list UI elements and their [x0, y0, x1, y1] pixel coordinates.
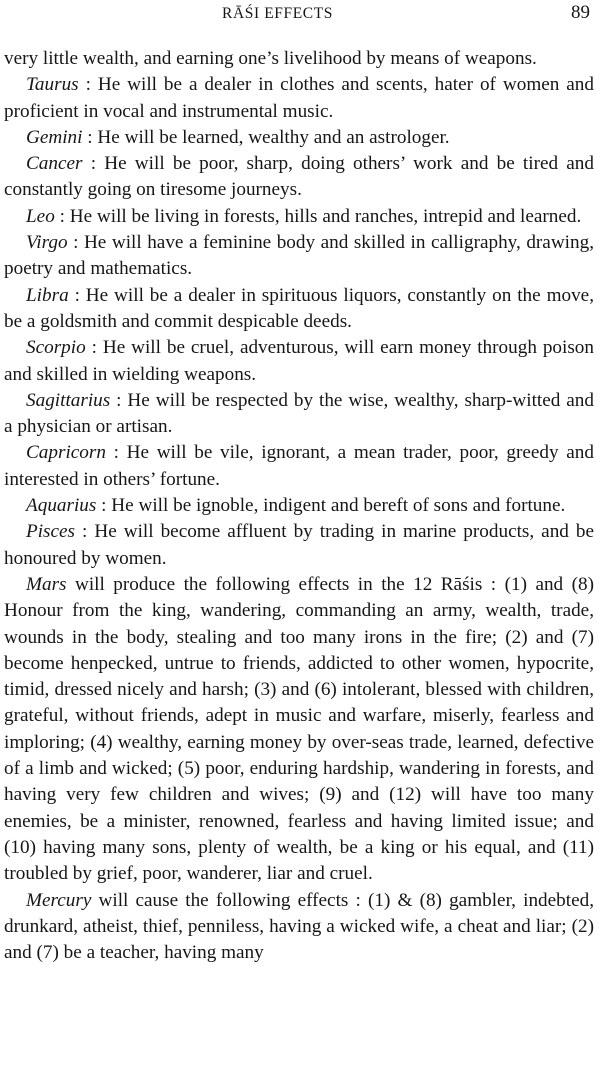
paragraph-libra: Libra : He will be a dealer in spirituous liquors, constantly on the move, be a goldsmith and commit despicable deeds. [4, 284, 594, 332]
rasi-label: Leo [26, 205, 55, 227]
paragraph-leo: Leo : He will be living in forests, hills and ranches, intrepid and learned. [26, 205, 582, 227]
paragraph-virgo: Virgo : He will have a feminine body and skilled in calligraphy, drawing, poetry and mathematics. [4, 232, 594, 280]
rasi-label: Virgo [26, 232, 68, 254]
paragraph-pisces: Pisces : He will become affluent by trading in marine products, and be honoured by women. [4, 521, 594, 569]
planet-label: Mercury [26, 889, 92, 911]
planet-label: Mars [26, 573, 67, 595]
rasi-label: Pisces [26, 521, 76, 543]
running-title: RĀŚI EFFECTS [222, 5, 333, 22]
paragraph-aquarius: Aquarius : He will be ignoble, indigent and bereft of sons and fortune. [26, 495, 566, 517]
rasi-label: Cancer [26, 153, 83, 175]
rasi-label: Aquarius [26, 495, 97, 517]
paragraph-mercury: Mercury will cause the following effects : (1) & (8) gambler, indebted, drunkard, atheist, thief, penniless, having a wicked wife, a cheat and liar; (2) and (7) be a teacher, having many [4, 889, 594, 964]
rasi-label: Sagittarius [26, 389, 111, 411]
paragraph-cancer: Cancer : He will be poor, sharp, doing others’ work and be tired and constantly going on tiresome journeys. [4, 153, 594, 201]
paragraph-scorpio: Scorpio : He will be cruel, adventurous, will earn money through poison and skilled in wielding weapons. [4, 337, 594, 385]
paragraph-sagittarius: Sagittarius : He will be respected by the wise, wealthy, sharp-witted and a physician or artisan. [4, 389, 594, 438]
paragraph-capricorn: Capricorn : He will be vile, ignorant, a mean trader, poor, greedy and interested in others’ fortune. [4, 442, 594, 490]
page-number: 89 [571, 2, 590, 23]
running-head [4, 2, 596, 26]
rasi-label: Capricorn [26, 442, 106, 464]
body-text [4, 46, 594, 966]
paragraph-continuation: very little wealth, and earning one’s livelihood by means of weapons. [4, 48, 537, 69]
rasi-label: Scorpio [26, 337, 86, 359]
rasi-label: Taurus [26, 74, 79, 96]
rasi-label: Gemini [26, 126, 83, 148]
paragraph-mars: Mars will produce the following effects in the 12 Rāśis : (1) and (8) Honour from the king, wandering, commanding an army, wealth, trade, wounds in the body, stealing and too many irons in the fire; (2) and (7) become henpecked, untrue to friends, addicted to other women, hypocrite, timid, dressed nicely and harsh; (3) and (6) intolerant, blessed with children, grateful, without friends, adept in music and warfare, miserly, fearless and imploring; (4) wealthy, earning money by over-seas trade, learned, defective of a limb and wicked; (5) poor, enduring hardship, wandering in forests, and having very few children and wives; (9) and (12) will have too many enemies, be a minister, renowned, fearless and having limited issue; and (10) having many sons, plenty of wealth, be a king or his equal, and (11) troubled by grief, poor, wanderer, liar and cruel. [4, 573, 594, 885]
paragraph-taurus: Taurus : He will be a dealer in clothes and scents, hater of women and proficient in vocal and instrumental music. [4, 74, 594, 122]
paragraph-gemini: Gemini : He will be learned, wealthy and an astrologer. [26, 126, 450, 148]
rasi-label: Libra [26, 284, 69, 306]
